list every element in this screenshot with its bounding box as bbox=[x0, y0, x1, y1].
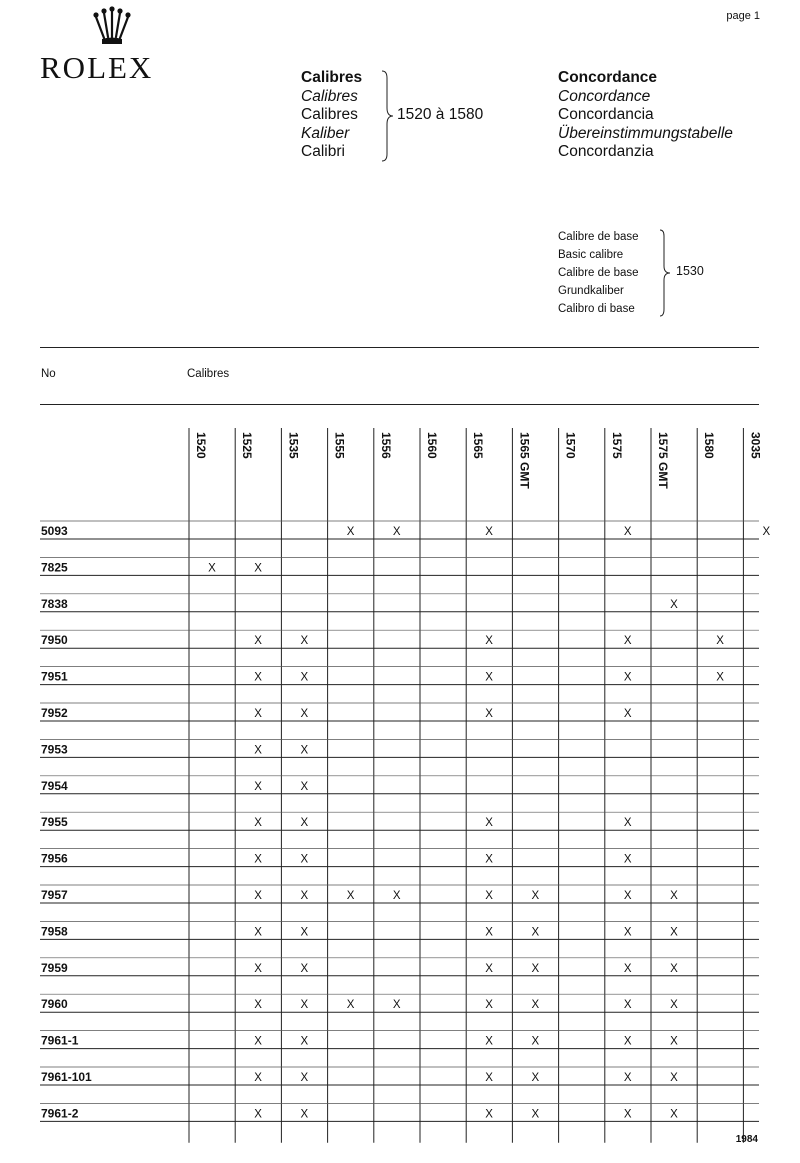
calibre-column-header: 1580 bbox=[702, 432, 717, 459]
concordance-mark: X bbox=[208, 562, 216, 575]
concordance-mark: X bbox=[623, 671, 632, 684]
concordance-mark: X bbox=[531, 1072, 540, 1084]
concordance-mark: X bbox=[300, 926, 309, 939]
concordance-mark: X bbox=[623, 999, 632, 1012]
reference-number: 7952 bbox=[41, 706, 68, 720]
concordance-mark: X bbox=[254, 635, 262, 648]
concordance-mark: X bbox=[623, 526, 632, 538]
calibre-column-header: 1556 bbox=[378, 432, 393, 459]
concordance-mark: X bbox=[300, 1108, 309, 1121]
concordance-mark: X bbox=[300, 635, 309, 648]
concordance-mark: X bbox=[531, 999, 540, 1012]
concordance-mark: X bbox=[485, 635, 493, 648]
calibre-column-header: 1570 bbox=[563, 432, 578, 459]
concordance-mark: X bbox=[670, 926, 678, 939]
concordance-mark: X bbox=[485, 708, 493, 720]
footer-year: 1984 bbox=[735, 1134, 758, 1145]
concordance-mark: X bbox=[254, 926, 262, 939]
concordance-mark: X bbox=[623, 817, 632, 830]
calibre-column-header: 1575 bbox=[609, 432, 624, 459]
concordance-mark: X bbox=[670, 962, 678, 975]
calibre-column-header: 1535 bbox=[286, 432, 301, 459]
concordance-mark: X bbox=[254, 1035, 262, 1048]
concordance-mark: X bbox=[392, 890, 401, 902]
concordance-mark: X bbox=[300, 853, 309, 866]
reference-number: 7954 bbox=[41, 778, 68, 793]
concordance-mark: X bbox=[623, 1072, 632, 1084]
concordance-mark: X bbox=[623, 1035, 632, 1048]
concordance-mark: X bbox=[300, 744, 309, 757]
concordance-mark: X bbox=[485, 962, 493, 975]
concordance-mark: X bbox=[670, 890, 678, 902]
concordance-mark: X bbox=[392, 526, 401, 538]
concordance-mark: X bbox=[623, 926, 632, 939]
concordance-mark: X bbox=[485, 817, 493, 830]
concordance-mark: X bbox=[254, 744, 262, 757]
calibre-range: 1520 à 1580 bbox=[397, 106, 484, 123]
base-calibre-line: Calibro di base bbox=[558, 303, 635, 315]
reference-number: 7961-2 bbox=[41, 1106, 79, 1121]
concordance-mark: X bbox=[762, 526, 771, 538]
concordance-mark: X bbox=[485, 1108, 493, 1121]
concordance-mark: X bbox=[531, 1035, 540, 1048]
reference-number: 7951 bbox=[41, 669, 68, 684]
base-calibre-line: Grundkaliber bbox=[558, 285, 624, 297]
concordance-mark: X bbox=[254, 853, 262, 866]
concordance-mark: X bbox=[670, 598, 678, 611]
base-calibre-line: Calibre de base bbox=[558, 231, 639, 243]
concordance-mark: X bbox=[623, 853, 632, 866]
calibre-column-header: 3035 bbox=[748, 432, 763, 459]
reference-number: 7953 bbox=[41, 742, 68, 757]
reference-number: 7958 bbox=[41, 924, 68, 939]
concordance-mark: X bbox=[485, 853, 493, 866]
calibre-column-header: 1565 bbox=[471, 432, 486, 459]
concordance-mark: X bbox=[254, 562, 262, 575]
concordance-mark: X bbox=[392, 999, 401, 1012]
concordance-mark: X bbox=[623, 635, 632, 648]
concordance-mark: X bbox=[300, 1035, 309, 1048]
reference-number: 7961-1 bbox=[41, 1033, 79, 1048]
reference-number: 5093 bbox=[41, 524, 68, 538]
concordance-mark: X bbox=[485, 1035, 493, 1048]
base-calibre-line: Calibre de base bbox=[558, 267, 639, 279]
calibres-line: Calibres bbox=[301, 87, 358, 105]
concordance-mark: X bbox=[300, 671, 309, 684]
concordance-mark: X bbox=[254, 1108, 262, 1121]
concordance-line: Concordancia bbox=[558, 106, 654, 123]
reference-number: 7838 bbox=[41, 596, 68, 611]
reference-number: 7955 bbox=[41, 815, 68, 830]
calibre-column-header: 1560 bbox=[425, 432, 439, 459]
concordance-line: Concordance bbox=[558, 87, 651, 105]
concordance-mark: X bbox=[485, 999, 493, 1012]
concordance-mark: X bbox=[670, 1108, 678, 1121]
concordance-line: Concordance bbox=[558, 69, 658, 86]
concordance-line: Concordanzia bbox=[558, 143, 654, 160]
concordance-mark: X bbox=[254, 1072, 262, 1084]
base-calibre-value: 1530 bbox=[676, 264, 704, 278]
concordance-mark: X bbox=[300, 780, 309, 793]
calibre-column-header: 1575 GMT bbox=[656, 432, 670, 489]
concordance-mark: X bbox=[254, 817, 262, 830]
concordance-mark: X bbox=[346, 526, 355, 538]
concordance-mark: X bbox=[485, 526, 493, 538]
page-number: page 1 bbox=[726, 10, 760, 22]
concordance-mark: X bbox=[716, 671, 724, 684]
brand-wordmark: ROLEX bbox=[40, 50, 154, 85]
concordance-mark: X bbox=[623, 1108, 632, 1121]
reference-number: 7961-101 bbox=[41, 1070, 92, 1084]
calibre-column-header: 1555 bbox=[332, 432, 347, 459]
concordance-mark: X bbox=[300, 817, 309, 830]
concordance-mark: X bbox=[670, 999, 678, 1012]
base-calibre-line: Basic calibre bbox=[558, 249, 624, 261]
reference-number: 7959 bbox=[41, 960, 68, 975]
reference-number: 7960 bbox=[41, 997, 68, 1012]
concordance-mark: X bbox=[716, 635, 724, 648]
concordance-mark: X bbox=[485, 1072, 493, 1084]
column-header-calibres: Calibres bbox=[187, 368, 230, 380]
concordance-mark: X bbox=[346, 999, 355, 1012]
concordance-mark: X bbox=[485, 926, 493, 939]
concordance-mark: X bbox=[485, 890, 493, 902]
concordance-mark: X bbox=[300, 890, 309, 902]
reference-number: 7956 bbox=[41, 851, 68, 866]
concordance-mark: X bbox=[670, 1072, 678, 1084]
concordance-mark: X bbox=[623, 890, 632, 902]
concordance-mark: X bbox=[254, 780, 262, 793]
concordance-mark: X bbox=[254, 999, 262, 1012]
column-header-no: No bbox=[41, 368, 56, 380]
concordance-mark: X bbox=[346, 890, 355, 902]
concordance-mark: X bbox=[254, 671, 262, 684]
concordance-mark: X bbox=[623, 708, 632, 720]
concordance-mark: X bbox=[254, 962, 262, 975]
calibres-line: Calibri bbox=[301, 143, 345, 160]
concordance-mark: X bbox=[300, 962, 309, 975]
concordance-mark: X bbox=[254, 708, 262, 720]
calibres-line: Calibres bbox=[301, 106, 358, 123]
concordance-mark: X bbox=[670, 1035, 678, 1048]
concordance-mark: X bbox=[254, 890, 262, 902]
calibre-column-header: 1565 GMT bbox=[517, 432, 532, 489]
concordance-mark: X bbox=[485, 671, 493, 684]
concordance-mark: X bbox=[531, 1108, 540, 1121]
reference-number: 7957 bbox=[41, 888, 68, 902]
reference-number: 7825 bbox=[41, 560, 68, 575]
concordance-mark: X bbox=[300, 1072, 309, 1084]
concordance-mark: X bbox=[531, 962, 540, 975]
calibre-column-header: 1520 bbox=[194, 432, 208, 459]
reference-number: 7950 bbox=[41, 633, 68, 648]
concordance-mark: X bbox=[300, 999, 309, 1012]
calibres-line: Calibres bbox=[301, 69, 363, 86]
concordance-line: Übereinstimmungstabelle bbox=[558, 124, 733, 142]
concordance-mark: X bbox=[531, 926, 540, 939]
concordance-mark: X bbox=[623, 962, 632, 975]
calibres-line: Kaliber bbox=[301, 124, 350, 142]
concordance-mark: X bbox=[300, 708, 309, 720]
calibre-column-header: 1525 bbox=[240, 432, 255, 459]
concordance-mark: X bbox=[531, 890, 540, 902]
